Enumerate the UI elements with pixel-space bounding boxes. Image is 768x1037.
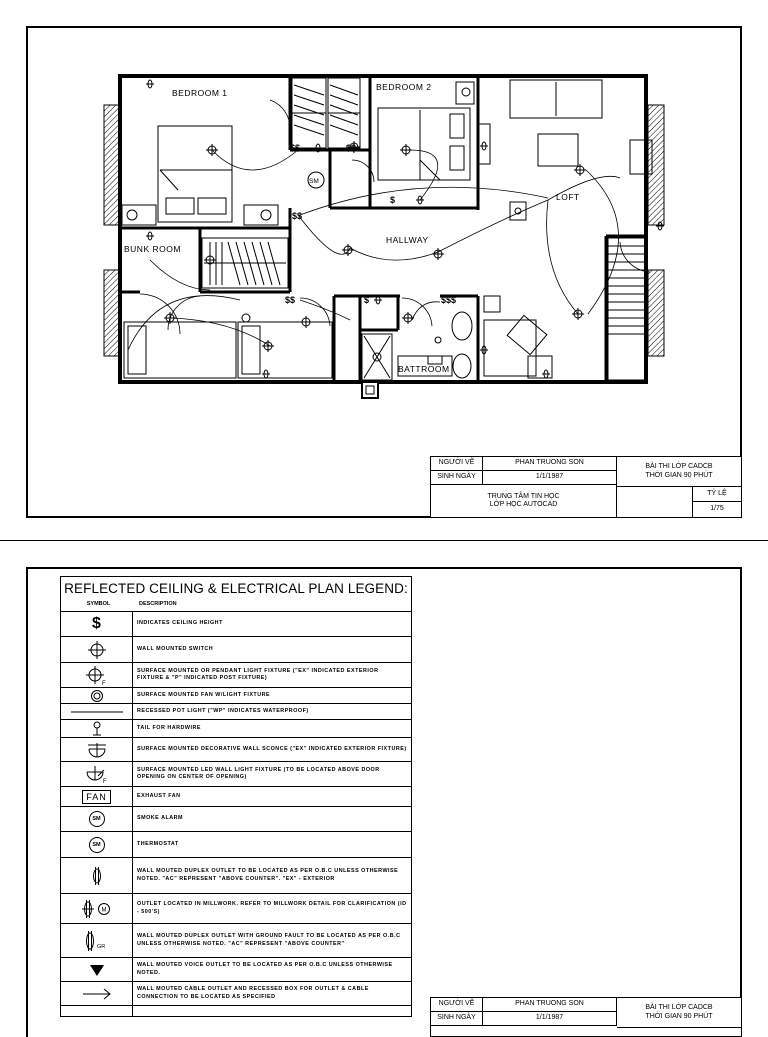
scale-value: 1/75	[710, 505, 724, 513]
legend-title: REFLECTED CEILING & ELECTRICAL PLAN LEGEND:	[64, 581, 408, 596]
center-line-1: TRUNG TÂM TIN HỌC	[487, 492, 560, 500]
legend-desc: WALL MOUTED VOICE OUTLET TO BE LOCATED AS PER O.B.C UNLESS OTHERWISE NOTED.	[137, 962, 393, 976]
drawer-label: NGƯỜI VẼ	[431, 457, 483, 471]
recessed-light-icon	[61, 704, 133, 719]
wall-switch-icon	[61, 637, 133, 662]
exhaust-fan-icon: FAN	[61, 787, 133, 806]
duplex-outlet-icon	[61, 858, 133, 893]
legend-col-symbol: SYMBOL	[86, 601, 111, 607]
legend-desc: THERMOSTAT	[137, 840, 179, 847]
entry-stoop	[362, 382, 378, 398]
room-label-loft: LOFT	[556, 192, 580, 202]
hatched-wall-right	[648, 105, 664, 225]
exam-title	[617, 457, 741, 487]
legend-desc: EXHAUST FAN	[137, 792, 181, 799]
legend-desc: WALL MOUNTED SWITCH	[137, 645, 214, 652]
dollar-icon: $	[61, 612, 133, 636]
svg-text:F: F	[102, 779, 107, 784]
legend-desc: SURFACE MOUNTED LED WALL LIGHT FIXTURE (TO BE LOCATED ABOVE DOOR OPENING ON CENTER OF OPENING)	[137, 766, 380, 780]
legend-row	[61, 787, 411, 807]
center-line-2: LỚP HỌC AUTOCAD	[489, 501, 558, 508]
legend-row	[61, 663, 411, 688]
room-label-bedroom2: BEDROOM 2	[376, 82, 432, 92]
legend-row	[61, 762, 411, 787]
legend-row	[61, 738, 411, 762]
millwork-outlet-icon	[61, 894, 133, 923]
legend-desc: OUTLET LOCATED IN MILLWORK. REFER TO MILLWORK DETAIL FOR CLARIFICATION (ID - 500'S)	[137, 901, 407, 915]
exam-line-1: BÀI THI LỚP CADCB	[645, 1004, 713, 1012]
voice-outlet-icon	[61, 958, 133, 981]
legend-desc-cutoff	[133, 1006, 411, 1016]
legend-row	[61, 704, 411, 720]
birth-date: 1/1/1987	[483, 1012, 617, 1026]
hatched-wall-right-lower	[648, 270, 664, 356]
legend-row	[61, 720, 411, 738]
legend-row	[61, 637, 411, 663]
exam-line-2: THỜI GIAN 90 PHÚT	[645, 471, 713, 479]
legend-row	[61, 958, 411, 982]
legend-desc: WALL MOUTED CABLE OUTLET AND RECESSED BOX FOR OUTLET & CABLE CONNECTION TO BE LOCATED AS SPECIFIED	[137, 986, 369, 1000]
legend-row	[61, 924, 411, 958]
legend-symbol-cutoff	[61, 1006, 133, 1016]
svg-text:F: F	[101, 681, 106, 686]
legend-row	[61, 894, 411, 924]
surface-light-icon	[61, 663, 133, 687]
loft-furniture	[478, 80, 652, 380]
hardwire-tail-icon	[61, 720, 133, 737]
exam-line-1: BÀI THI LỚP CADCB	[645, 463, 713, 471]
legend-desc: SURFACE MOUNTED DECORATIVE WALL SCONCE ("EX" INDICATED EXTERIOR FIXTURE)	[137, 745, 407, 752]
svg-text:M: M	[101, 907, 106, 913]
thermostat-icon: SM	[61, 832, 133, 857]
legend-row	[61, 982, 411, 1006]
legend-desc: WALL MOUTED DUPLEX OUTLET WITH GROUND FAULT TO BE LOCATED AS PER O.B.C UNLESS OTHERWISE NOTED. "AC" REPRESENT "ABOVE COUNTER"	[137, 933, 401, 947]
birth-label: SINH NGÀY	[431, 1012, 483, 1026]
smoke-alarm-symbol: SM	[309, 178, 319, 185]
room-label-hallway: HALLWAY	[386, 235, 429, 245]
closet-bedroom	[292, 78, 360, 148]
smoke-alarm-icon: SM	[61, 807, 133, 831]
legend-row	[61, 612, 411, 637]
room-label-bunk-room: BUNK ROOM	[124, 244, 181, 254]
interior-walls	[120, 76, 646, 382]
birth-label: SINH NGÀY	[431, 471, 483, 485]
led-wall-light-icon	[61, 762, 133, 786]
legend-col-description: DESCRIPTION	[139, 601, 177, 607]
room-label-bathroom: BATTROOM	[398, 364, 450, 374]
legend-desc: TAIL FOR HARDWIRE	[137, 724, 201, 731]
legend-row	[61, 858, 411, 894]
legend-row-cutoff	[61, 1006, 411, 1016]
gfi-outlet-icon	[61, 924, 133, 957]
legend-row	[61, 807, 411, 832]
title-block-sheet-2	[430, 997, 742, 1037]
switch-symbol: $$	[285, 295, 296, 305]
drawer-name: PHAN TRUONG SON	[483, 457, 617, 471]
drawer-name: PHAN TRUONG SON	[483, 998, 617, 1012]
door-swings	[140, 100, 650, 334]
bed-bedroom1	[122, 126, 278, 225]
legend-desc: SURFACE MOUNTED OR PENDANT LIGHT FIXTURE ("EX" INDICATED EXTERIOR FIXTURE & "P" INDICATED POST FIXTURE)	[137, 667, 379, 681]
legend-desc: WALL MOUTED DUPLEX OUTLET TO BE LOCATED AS PER O.B.C UNLESS OTHERWISE NOTED. "AC" REPRESENT "ABOVE COUNTER". "EX" - EXTERIOR	[137, 868, 399, 882]
switch-symbol: $$	[290, 143, 301, 153]
fan-light-icon	[61, 688, 133, 703]
legend-row	[61, 832, 411, 858]
switch-symbol: $$	[292, 211, 303, 221]
bed-bedroom2	[378, 82, 474, 180]
training-center	[431, 485, 617, 517]
title-block	[430, 456, 742, 518]
legend-desc: RECESSED POT LIGHT ("WP" INDICATES WATERPROOF)	[137, 707, 309, 714]
cable-outlet-arrow-icon	[61, 982, 133, 1005]
closet-bunk	[202, 238, 288, 288]
switch-symbol: $$$	[441, 295, 457, 305]
hatched-wall-left	[104, 105, 120, 225]
drawer-label: NGƯỜI VẼ	[431, 998, 483, 1012]
room-label-bedroom1: BEDROOM 1	[172, 88, 228, 98]
wall-sconce-icon	[61, 738, 133, 761]
legend-desc: SMOKE ALARM	[137, 815, 184, 822]
switch-symbol: $$	[346, 143, 357, 153]
legend-desc: INDICATES CEILING HEIGHT	[137, 620, 223, 627]
birth-date: 1/1/1987	[483, 471, 617, 485]
switch-symbol: $	[364, 295, 370, 305]
legend-desc: SURFACE MOUNTED FAN W/LIGHT FIXTURE	[137, 691, 271, 698]
bunk-beds	[124, 322, 332, 378]
exam-line-2: THỜI GIAN 90 PHÚT	[645, 1012, 713, 1020]
legend-row	[61, 688, 411, 704]
scale-label: TỶ LỆ	[693, 487, 741, 502]
switch-symbol: $	[390, 195, 396, 205]
legend-header	[61, 597, 411, 612]
legend-table	[60, 576, 412, 1017]
svg-text:GR: GR	[96, 943, 105, 950]
hatched-wall-left-lower	[104, 270, 120, 356]
